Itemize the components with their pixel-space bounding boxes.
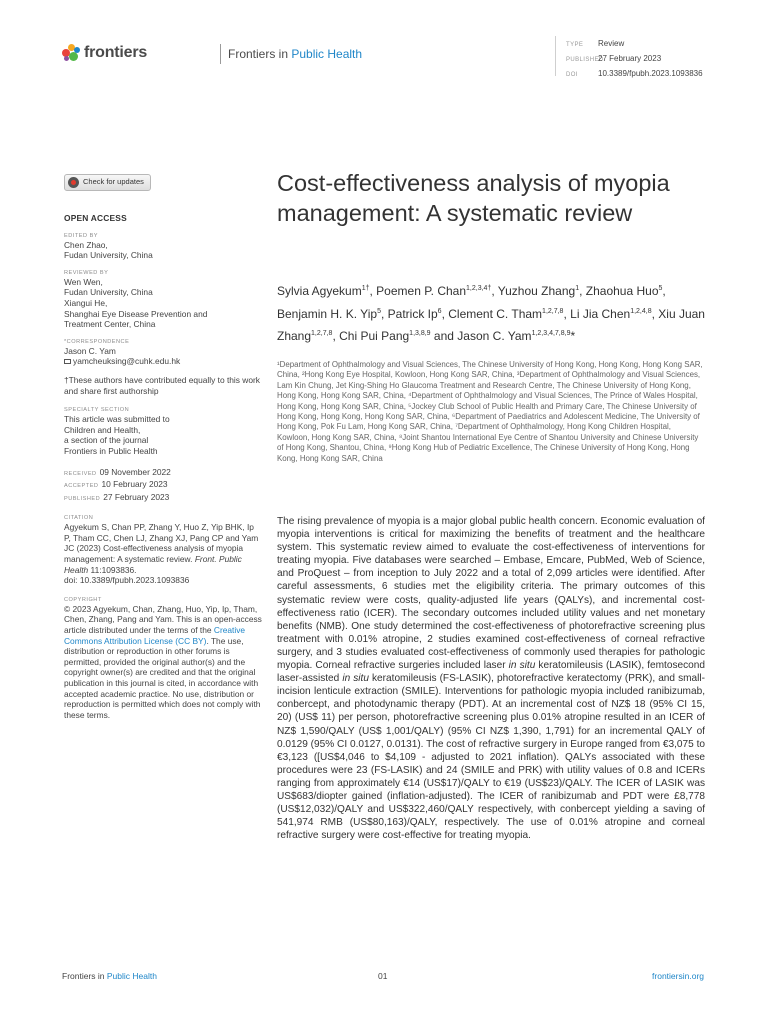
page-header <box>62 39 712 78</box>
author-affiliation-marker: 1,2,3,4† <box>466 285 492 292</box>
accepted-date: 10 February 2023 <box>101 479 168 490</box>
check-for-updates-label: Check for updates <box>83 177 144 187</box>
footer-journal-accent: Public Health <box>106 971 157 981</box>
type-value: Review <box>598 39 625 48</box>
author-affiliation-marker: 1 <box>575 285 580 292</box>
header-divider <box>220 44 221 64</box>
logo-wordmark: frontiers <box>84 44 148 61</box>
accepted-label: ACCEPTED <box>64 483 99 490</box>
journal-name[interactable] <box>228 47 362 61</box>
correspondence-email-row[interactable] <box>64 356 262 367</box>
author-list <box>277 279 707 347</box>
correspondence-label: *CORRESPONDENCE <box>64 338 130 345</box>
specialty-section: This article was submitted to Children and Health, a section of the journal Frontiers in Public Health <box>64 414 170 456</box>
abstract-part-3: keratomileusis (FS-LASIK), photorefractive keratectomy (PRK), and small-incision lenticule extraction (SMILE). Interventions for pathologic myopia included ranibizumab, conbercept, and photodynamic therapy (PDT). At an incremental cost of NZ$ 18 (95% CI 15, 20) (US$ 11) per person, photorefractive screening plus 0.01% atropine resulted in an ICER of NZ$ 1,590/QALY (US$ 1,001/QALY) (95% CI NZ$ 1,390, 1,791) for an incremental QALY of 0.0129 (95% CI 0.0127, 0.0131). The cost of refractive surgery in Europe ranged from €3,075 to €3,123 ([US$4,046 to $4,109 - adjusted to 2021 inflation). QALYs associated with these procedures were 23 (FS-LASIK) and 24 (SMILE and PRK) with utility values of 0.8 and ICERs ranging from approximately €14 (US$17)/QALY to €19 (US$23)/QALY. The ICER of LASIK was US$683/diopter gained (inflation-adjusted). The ICER of ranibizumab and PDT were £8,778 (US$12,032)/QALY and US$322,460/QALY respectively, with conbercept yielding a saving of 541,974 RMB (US$80,163)/QALY, respectively. The use of 0.01% atropine and corneal refractive surgery were cost-effective for treating myopia. <box>277 673 705 842</box>
author-name: Patrick Ip <box>387 306 438 321</box>
cc-by-link[interactable]: Creative Commons Attribution License (CC BY) <box>64 625 246 646</box>
citation-main: Agyekum S, Chan PP, Zhang Y, Huo Z, Yip BHK, Ip P, Tham CC, Chen LJ, Zhang XJ, Pang CP and Yam JC (2023) Cost-effectiveness analysis of myopia management: A systematic review. <box>64 522 259 565</box>
abstract-italic-2: in situ <box>342 673 369 685</box>
specialty-label: SPECIALTY SECTION <box>64 407 130 414</box>
author-name: Yuzhou Zhang <box>497 284 576 298</box>
edited-by-label: EDITED BY <box>64 232 99 239</box>
reviewed-by-label: REVIEWED BY <box>64 269 109 276</box>
author-name: Jason C. Yam <box>457 329 532 343</box>
received-date: 09 November 2022 <box>99 466 171 477</box>
author-separator: , <box>491 284 498 298</box>
author-name: Chi Pui Pang <box>339 329 410 343</box>
affiliations: ¹Department of Ophthalmology and Visual Sciences, The Chinese University of Hong Kong, Hong Kong, Hong Kong SAR, China, ²Hong Kong Eye Hospital, Kowloon, Hong Kong SAR, China, ³Department of Ophthalmology and Visual Sciences, Lam Kin Chung, Jet King-Shing Ho Glaucoma Treatment and Research Centre, The Chinese University of Hong Kong, Hong Kong, Hong Kong SAR, China, ⁴Department of Ophthalmology and Visual Sciences, The Prince of Wales Hospital, Hong Kong, Hong Kong SAR, China, ⁵Jockey Club School of Public Health and Primary Care, The Chinese University of Hong Kong, Hong Kong, Hong Kong SAR, China, ⁶Department of Paediatrics and Adolescent Medicine, The University of Hong Kong, Pok Fu Lam, Hong Kong SAR, China, ⁷Department of Ophthalmology, Hong Kong Children Hospital, Kowloon, Hong Kong SAR, China, ⁸Joint Shantou International Eye Centre of Shantou University and Chinese University of Hong Kong, Shantou, China, ⁹Hong Kong Hub of Pediatric Excellence, The Chinese University of Hong Kong, Hong Kong, Hong Kong SAR, China <box>277 360 703 463</box>
check-for-updates-button[interactable] <box>64 174 151 191</box>
abstract-part-2: keratomileusis (LASIK), femtosecond laser-assisted <box>277 660 706 685</box>
footer-site-link[interactable]: frontiersin.org <box>652 971 704 981</box>
author-separator: * <box>570 329 576 343</box>
author-separator: , <box>662 284 666 298</box>
published-date: 27 February 2023 <box>103 491 170 502</box>
abstract-part-1: The rising prevalence of myopia is a major global public health concern. Economic evaluation of myopia interventions is critical for maximizing the benefits of treatment and the healthcare system. This systematic review aimed to evaluate the cost-effectiveness of interventions for treating myopia. Five databases were searched – Embase, Emcare, PubMed, Web of Science, and ProQuest – from inception to July 2022 and a total of 2,099 articles were identified. After careful assessments, 6 studies met the eligibility criteria. The primary outcomes of this systematic review were costs, quality-adjusted life years (QALYs), and incremental cost-effectiveness ratio (ICER). The secondary outcomes included utility values and net monetary benefits (NMB). One study determined the cost-effectiveness of photorefractive screening plus treatment with 0.01% atropine, 2 studies examined cost-effectiveness of corneal refractive surgery, and 3 studies evaluated cost-effectiveness of commonly used therapies for pathologic myopia. Corneal refractive surgeries included laser <box>277 516 705 672</box>
author-name: Li Jia Chen <box>570 306 631 321</box>
citation-doi[interactable]: doi: 10.3389/fpubh.2023.1093836 <box>64 575 190 586</box>
edited-by: Chen Zhao, Fudan University, China <box>64 239 153 261</box>
copyright-post: . The use, distribution or reproduction in other forums is permitted, provided the original author(s) and the copyright owner(s) are credited and that the original publication in this journal is cited, in accordance with accepted academic practice. No use, distribution or reproduction is permitted which does not comply with these terms. <box>64 635 261 720</box>
author-name: Poemen P. Chan <box>376 284 467 298</box>
author-name: Zhaohua Huo <box>585 284 659 298</box>
citation-volume: 11:1093836. <box>88 564 137 575</box>
type-label: TYPE <box>566 42 584 48</box>
abstract <box>277 515 705 842</box>
page-number: 01 <box>378 971 388 981</box>
published-date-label: PUBLISHED <box>64 495 101 502</box>
citation-text <box>64 522 262 586</box>
journal-prefix: Frontiers in <box>228 47 292 61</box>
author-affiliation-marker: 1,2,4,8 <box>630 307 652 315</box>
author-affiliation-marker: 6 <box>437 307 442 315</box>
frontiers-logo-icon <box>62 44 80 62</box>
author-separator: , <box>380 306 388 321</box>
footer-journal-prefix: Frontiers in <box>62 971 107 981</box>
footer-journal[interactable] <box>62 971 157 981</box>
author-separator: and <box>430 329 458 343</box>
mail-icon <box>64 359 71 364</box>
author-name: Benjamin H. K. Yip <box>277 306 378 321</box>
frontiers-logo[interactable] <box>62 44 147 62</box>
copyright-pre: © 2023 Agyekum, Chan, Zhang, Huo, Yip, Ip, Tham, Chen, Zhang, Pang and Yam. This is an open-access article distributed under the terms of the <box>64 603 262 636</box>
author-affiliation-marker: 1† <box>361 285 370 292</box>
author-affiliation-marker: 1,3,8,9 <box>409 330 431 337</box>
citation-label: CITATION <box>64 515 94 522</box>
open-access-label: OPEN ACCESS <box>64 213 127 223</box>
author-separator: , <box>441 306 449 321</box>
reviewed-by: Wen Wen, Fudan University, China Xiangui He, Shanghai Eye Disease Prevention and Treatment Center, China <box>64 276 208 330</box>
doi-value[interactable]: 10.3389/fpubh.2023.1093836 <box>598 69 703 78</box>
author-name: Sylvia Agyekum <box>277 284 362 298</box>
doi-label: DOI <box>566 72 578 78</box>
author-separator: , <box>579 284 586 298</box>
author-separator: , <box>369 284 377 298</box>
author-affiliation-marker: 1,2,7,8 <box>542 307 564 315</box>
copyright-label: COPYRIGHT <box>64 596 102 603</box>
abstract-italic-1: in situ <box>508 660 536 672</box>
author-separator: , <box>332 329 340 343</box>
author-name: Clement C. Tham <box>448 306 543 321</box>
author-affiliation-marker: 5 <box>377 307 381 315</box>
meta-divider <box>555 36 556 76</box>
copyright-text <box>64 604 262 721</box>
citation-journal: Front. Public Health <box>64 554 242 575</box>
article-sidebar <box>64 174 262 720</box>
article-dates <box>64 467 262 505</box>
correspondence-name: Jason C. Yam <box>64 345 116 356</box>
published-label: PUBLISHED <box>566 57 604 63</box>
author-affiliation-marker: 1,2,3,4,7,8,9 <box>531 330 571 337</box>
author-name: Xiu Juan Zhang <box>277 306 705 343</box>
equal-contribution-note: †These authors have contributed equally to this work and share first authorship <box>64 374 260 396</box>
author-affiliation-marker: 1,2,7,8 <box>311 330 333 337</box>
author-separator: , <box>563 306 571 321</box>
correspondence-email[interactable]: yamcheuksing@cuhk.edu.hk <box>73 356 181 367</box>
published-value: 27 February 2023 <box>598 54 662 63</box>
journal-accent: Public Health <box>291 47 363 61</box>
article-title: Cost-effectiveness analysis of myopia management: A systematic review <box>277 170 670 226</box>
author-affiliation-marker: 5 <box>658 285 663 292</box>
article-meta <box>566 37 703 82</box>
crossmark-icon <box>68 177 79 188</box>
received-label: RECEIVED <box>64 470 97 477</box>
author-separator: , <box>651 306 659 321</box>
